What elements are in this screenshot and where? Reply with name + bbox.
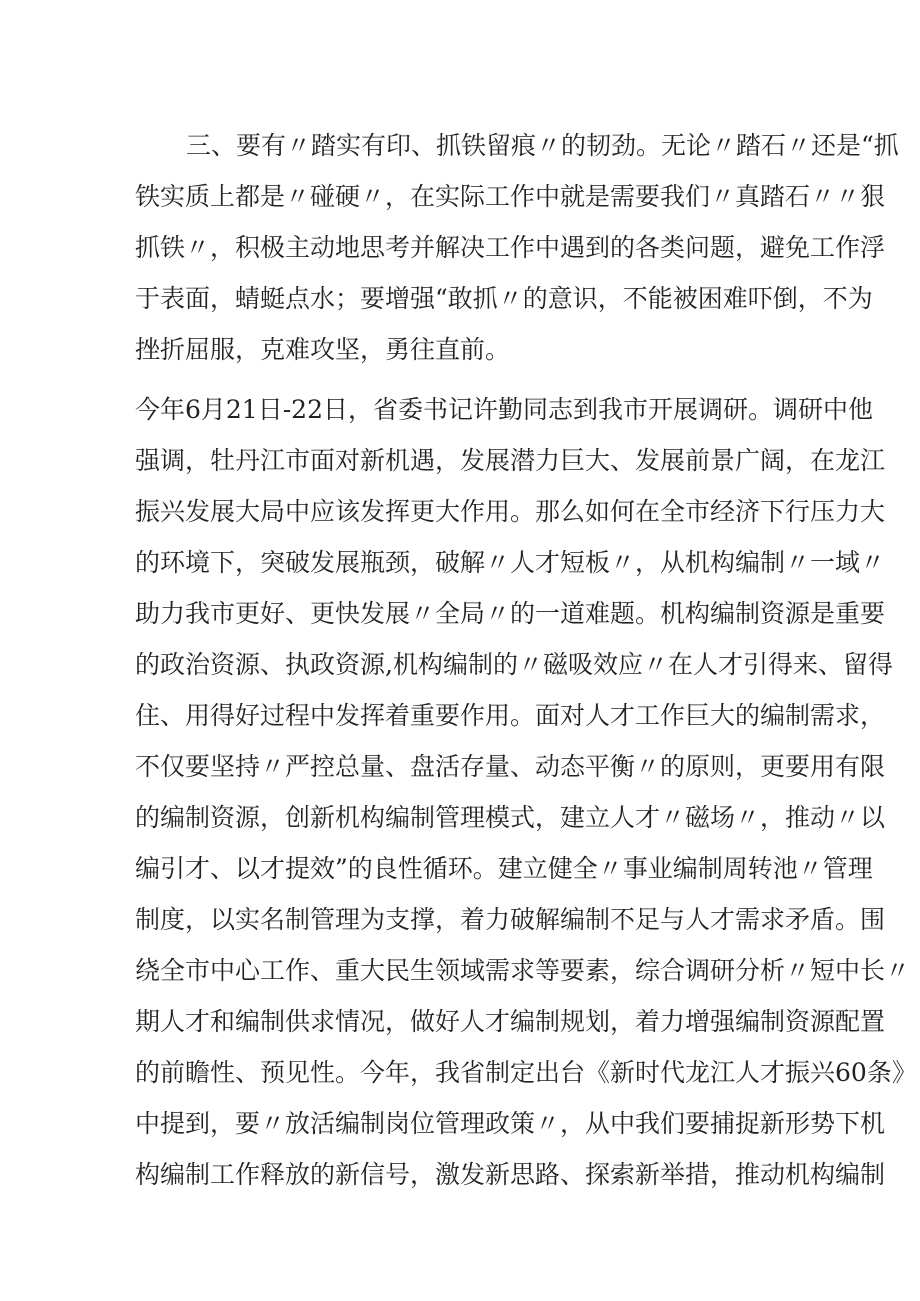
paragraph-2-line-16: 构编制工作释放的新信号，激发新思路、探索新举措，推动机构编制 [135,1160,886,1189]
paragraph-2-line-15: 中提到，要〃放活编制岗位管理政策〃，从中我们要捕捉新形势下机 [135,1109,886,1138]
paragraph-2-line-5: 助力我市更好、更快发展〃全局〃的一道难题。机构编制资源是重要 [135,599,886,628]
paragraph-1-line-3: 抓铁〃，积极主动地思考并解决工作中遇到的各类问题，避免工作浮 [135,233,886,262]
paragraph-2-line-10: 编引才、以才提效”的良性循环。建立健全〃事业编制周转池〃管理 [135,854,873,883]
paragraph-2-line-1: 今年6月21日-22日，省委书记许勤同志到我市开展调研。调研中他 [135,395,873,424]
paragraph-1-line-4: 于表面，蜻蜓点水；要增强“敢抓〃的意识，不能被困难吓倒，不为 [135,284,873,313]
paragraph-2-line-2: 强调，牡丹江市面对新机遇，发展潜力巨大、发展前景广阔，在龙江 [135,446,886,475]
paragraph-2-line-8: 不仅要坚持〃严控总量、盘活存量、动态平衡〃的原则，更要用有限 [135,752,886,781]
paragraph-1-line-1: 三、要有〃踏实有印、抓铁留痕〃的韧劲。无论〃踏石〃还是“抓 [186,131,899,160]
paragraph-1-line-5: 挫折屈服，克难攻坚，勇往直前。 [135,335,511,364]
paragraph-2-line-13: 期人才和编制供求情况，做好人才编制规划，着力增强编制资源配置 [135,1007,886,1036]
paragraph-2-line-4: 的环境下，突破发展瓶颈，破解〃人才短板〃，从机构编制〃一域〃 [135,548,886,577]
paragraph-2-line-14: 的前瞻性、预见性。今年，我省制定出台《新时代龙江人才振兴60条》 [135,1058,917,1087]
paragraph-2-line-3: 振兴发展大局中应该发挥更大作用。那么如何在全市经济下行压力大 [135,497,886,526]
paragraph-2-line-7: 住、用得好过程中发挥着重要作用。面对人才工作巨大的编制需求， [135,701,886,730]
paragraph-2-line-6: 的政治资源、执政资源,机构编制的〃磁吸效应〃在人才引得来、留得 [135,650,893,679]
paragraph-2-line-11: 制度，以实名制管理为支撑，着力破解编制不足与人才需求矛盾。围 [135,905,886,934]
paragraph-2-line-9: 的编制资源，创新机构编制管理模式，建立人才〃磁场〃，推动〃以 [135,803,886,832]
paragraph-2-line-12: 绕全市中心工作、重大民生领域需求等要素，综合调研分析〃短中长〃 [135,956,911,985]
paragraph-1-line-2: 铁实质上都是〃碰硬〃，在实际工作中就是需要我们〃真踏石〃〃狠 [135,182,886,211]
